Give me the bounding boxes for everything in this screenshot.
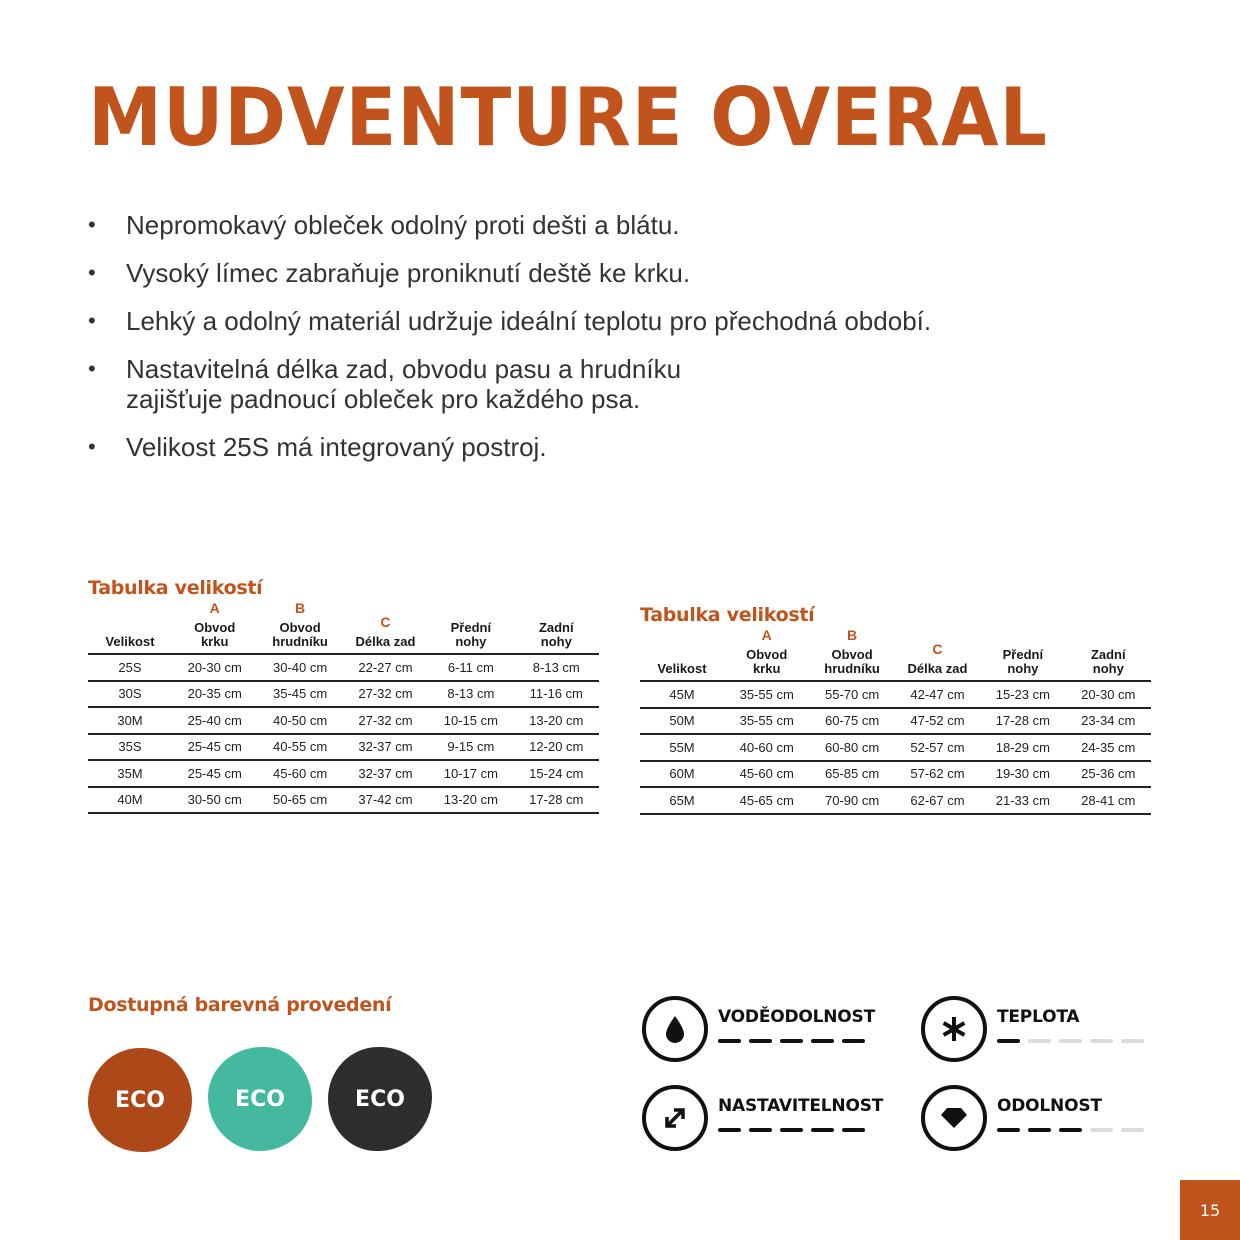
measurement-cell: 27-32 cm: [358, 686, 413, 702]
measurement-cell: 24-35 cm: [1081, 739, 1136, 755]
rating-adjustability: [642, 1085, 883, 1151]
measurement-cell: 27-32 cm: [358, 712, 413, 728]
page-title: MUDVENTURE OVERAL: [88, 71, 1048, 164]
rating-label: VODĚODOLNOST: [718, 1007, 875, 1027]
measurement-cell: 18-29 cm: [995, 739, 1050, 755]
swatch-label: ECO: [355, 1086, 405, 1112]
rating-dash-filled: [749, 1039, 772, 1043]
measurement-cell: 19-30 cm: [995, 766, 1050, 782]
column-header: [172, 601, 257, 654]
column-header: [88, 601, 172, 654]
rating-label: TEPLOTA: [997, 1007, 1080, 1027]
feature-item: • Nastavitelná délka zad, obvodu pasu a hrudníku zajišťuje padnoucí obleček pro každého psa.: [88, 354, 931, 414]
colors-heading: Dostupná barevná provedení: [88, 994, 392, 1016]
size-table-title: Tabulka velikostí: [640, 604, 815, 626]
column-label: Délka zad: [355, 634, 416, 649]
rating-bar: [997, 1128, 1144, 1132]
column-letter: [428, 601, 513, 615]
measurement-cell: 13-20 cm: [529, 712, 584, 728]
size-table-grid: [640, 628, 1151, 815]
measurement-cell: 22-27 cm: [358, 659, 413, 675]
rating-dash-empty: [1090, 1128, 1113, 1132]
column-label: Velikost: [105, 634, 155, 649]
feature-item: • Velikost 25S má integrovaný postroj.: [88, 432, 931, 462]
measurement-cell: 25-45 cm: [187, 739, 242, 755]
measurement-cell: 45-60 cm: [272, 765, 328, 781]
snowflake-icon: [921, 996, 987, 1062]
measurement-cell: 65-85 cm: [824, 766, 880, 782]
rating-dash-empty: [1059, 1039, 1082, 1043]
rating-bar: [718, 1128, 883, 1132]
measurement-cell: 28-41 cm: [1081, 792, 1136, 808]
rating-dash-empty: [1121, 1039, 1144, 1043]
column-label: Velikost: [657, 661, 707, 676]
measurement-cell: 13-20 cm: [443, 792, 498, 808]
table-row: [640, 681, 1151, 708]
rating-dash-filled: [842, 1039, 865, 1043]
measurement-cell: 25-36 cm: [1081, 766, 1136, 782]
column-header: [980, 628, 1065, 681]
measurement-cell: 25-45 cm: [187, 765, 242, 781]
column-letter: A: [209, 600, 220, 616]
rating-bar: [718, 1039, 875, 1043]
column-letter: B: [295, 600, 306, 616]
measurement-cell: 42-47 cm: [910, 686, 965, 702]
table-row: [88, 787, 599, 814]
measurement-cell: 35-55 cm: [739, 713, 794, 729]
column-label: Obvod hrudníku: [824, 647, 880, 676]
table-row: [640, 734, 1151, 761]
rating-label: NASTAVITELNOST: [718, 1096, 884, 1116]
table-row: [88, 681, 599, 708]
rating-dash-filled: [997, 1128, 1020, 1132]
rating-dash-filled: [811, 1128, 834, 1132]
measurement-cell: 20-35 cm: [187, 686, 242, 702]
column-header: [343, 601, 428, 654]
size-cell: 40M: [117, 792, 143, 808]
header-row: [640, 628, 1151, 681]
swatch-label: ECO: [235, 1086, 285, 1112]
header-row: [88, 601, 599, 654]
rating-bar: [997, 1039, 1144, 1043]
feature-list: [88, 210, 931, 480]
rating-dash-empty: [1028, 1039, 1051, 1043]
column-label: Délka zad: [907, 661, 968, 676]
column-letter: C: [932, 641, 943, 657]
size-cell: 55M: [669, 739, 695, 755]
table-row: [640, 787, 1151, 814]
column-header: [257, 601, 342, 654]
color-swatch-rust[interactable]: [88, 1048, 192, 1152]
measurement-cell: 11-16 cm: [529, 686, 583, 702]
rating-dash-filled: [1028, 1128, 1051, 1132]
column-label: Přední nohy: [450, 620, 492, 649]
rating-waterproof: [642, 996, 875, 1062]
rating-temperature: [921, 996, 1144, 1062]
measurement-cell: 10-17 cm: [443, 765, 498, 781]
measurement-cell: 30-50 cm: [187, 792, 242, 808]
table-row: [88, 734, 599, 761]
measurement-cell: 35-45 cm: [272, 686, 328, 702]
column-letter: [980, 628, 1065, 642]
diamond-icon: [921, 1085, 987, 1151]
column-label: Obvod krku: [746, 647, 788, 676]
table-row: [88, 654, 599, 681]
water-drop-icon: [642, 996, 708, 1062]
measurement-cell: 6-11 cm: [447, 659, 494, 675]
column-header: [809, 628, 894, 681]
measurement-cell: 30-40 cm: [272, 659, 328, 675]
rating-dash-filled: [997, 1039, 1020, 1043]
rating-durability: [921, 1085, 1144, 1151]
color-swatch-charcoal[interactable]: [328, 1047, 432, 1151]
rating-label: ODOLNOST: [997, 1096, 1102, 1116]
measurement-cell: 47-52 cm: [910, 713, 965, 729]
column-letter: B: [847, 627, 858, 643]
measurement-cell: 20-30 cm: [1081, 686, 1136, 702]
column-letter: C: [380, 614, 391, 630]
size-table-grid: [88, 601, 599, 814]
measurement-cell: 40-60 cm: [739, 739, 794, 755]
measurement-cell: 15-24 cm: [529, 765, 584, 781]
rating-dash-filled: [780, 1039, 803, 1043]
feature-item: • Vysoký límec zabraňuje proniknutí deště ke krku.: [88, 258, 931, 288]
measurement-cell: 8-13 cm: [447, 686, 495, 702]
column-label: Obvod hrudníku: [272, 620, 328, 649]
column-letter: A: [761, 627, 772, 643]
rating-dash-filled: [718, 1039, 741, 1043]
rating-dash-empty: [1121, 1128, 1144, 1132]
measurement-cell: 17-28 cm: [529, 792, 584, 808]
rating-dash-filled: [811, 1039, 834, 1043]
size-cell: 50M: [669, 713, 695, 729]
measurement-cell: 20-30 cm: [187, 659, 242, 675]
column-header: [724, 628, 809, 681]
table-row: [640, 761, 1151, 788]
resize-arrows-icon: [642, 1085, 708, 1151]
measurement-cell: 45-60 cm: [739, 766, 794, 782]
color-swatch-teal[interactable]: [208, 1047, 312, 1151]
measurement-cell: 9-15 cm: [447, 739, 495, 755]
column-letter: [640, 642, 724, 656]
measurement-cell: 21-33 cm: [995, 792, 1050, 808]
feature-item: • Lehký a odolný materiál udržuje ideální teplotu pro přechodná období.: [88, 306, 931, 336]
column-label: Zadní nohy: [1090, 647, 1126, 676]
size-cell: 65M: [669, 792, 695, 808]
column-letter: [88, 615, 172, 629]
column-letter: [1066, 628, 1151, 642]
table-row: [88, 760, 599, 787]
size-cell: 45M: [669, 686, 695, 702]
column-header: [640, 628, 724, 681]
measurement-cell: 50-65 cm: [272, 792, 328, 808]
measurement-cell: 60-80 cm: [824, 739, 880, 755]
measurement-cell: 55-70 cm: [824, 686, 880, 702]
size-cell: 60M: [669, 766, 695, 782]
feature-item: • Nepromokavý obleček odolný proti dešti a blátu.: [88, 210, 931, 240]
rating-dash-filled: [780, 1128, 803, 1132]
size-table-small: [88, 577, 599, 814]
measurement-cell: 45-65 cm: [739, 792, 794, 808]
measurement-cell: 60-75 cm: [824, 713, 880, 729]
measurement-cell: 57-62 cm: [910, 766, 965, 782]
measurement-cell: 40-50 cm: [272, 712, 328, 728]
size-cell: 35M: [117, 765, 143, 781]
measurement-cell: 32-37 cm: [358, 765, 413, 781]
size-cell: 25S: [118, 659, 142, 675]
size-table-title: Tabulka velikostí: [88, 577, 263, 599]
measurement-cell: 35-55 cm: [739, 686, 794, 702]
measurement-cell: 52-57 cm: [910, 739, 965, 755]
size-cell: 30M: [117, 712, 143, 728]
rating-dash-empty: [1090, 1039, 1113, 1043]
measurement-cell: 62-67 cm: [910, 792, 965, 808]
measurement-cell: 17-28 cm: [995, 713, 1050, 729]
measurement-cell: 25-40 cm: [187, 712, 242, 728]
rating-dash-filled: [718, 1128, 741, 1132]
column-header: [1066, 628, 1151, 681]
measurement-cell: 15-23 cm: [995, 686, 1050, 702]
column-label: Přední nohy: [1002, 647, 1044, 676]
column-label: Zadní nohy: [538, 620, 574, 649]
measurement-cell: 37-42 cm: [358, 792, 413, 808]
measurement-cell: 32-37 cm: [358, 739, 413, 755]
measurement-cell: 8-13 cm: [532, 659, 580, 675]
column-label: Obvod krku: [194, 620, 236, 649]
page-number: 15: [1180, 1180, 1240, 1240]
size-table-medium: [640, 604, 1151, 815]
column-header: [428, 601, 513, 654]
measurement-cell: 10-15 cm: [443, 712, 498, 728]
measurement-cell: 12-20 cm: [529, 739, 584, 755]
table-row: [640, 708, 1151, 735]
rating-dash-filled: [842, 1128, 865, 1132]
size-cell: 35S: [118, 739, 142, 755]
measurement-cell: 40-55 cm: [272, 739, 328, 755]
measurement-cell: 23-34 cm: [1081, 713, 1136, 729]
column-header: [895, 628, 980, 681]
column-letter: [514, 601, 599, 615]
column-header: [514, 601, 599, 654]
swatch-label: ECO: [115, 1087, 165, 1113]
rating-dash-filled: [1059, 1128, 1082, 1132]
size-cell: 30S: [118, 686, 142, 702]
rating-dash-filled: [749, 1128, 772, 1132]
table-row: [88, 707, 599, 734]
measurement-cell: 70-90 cm: [824, 792, 880, 808]
